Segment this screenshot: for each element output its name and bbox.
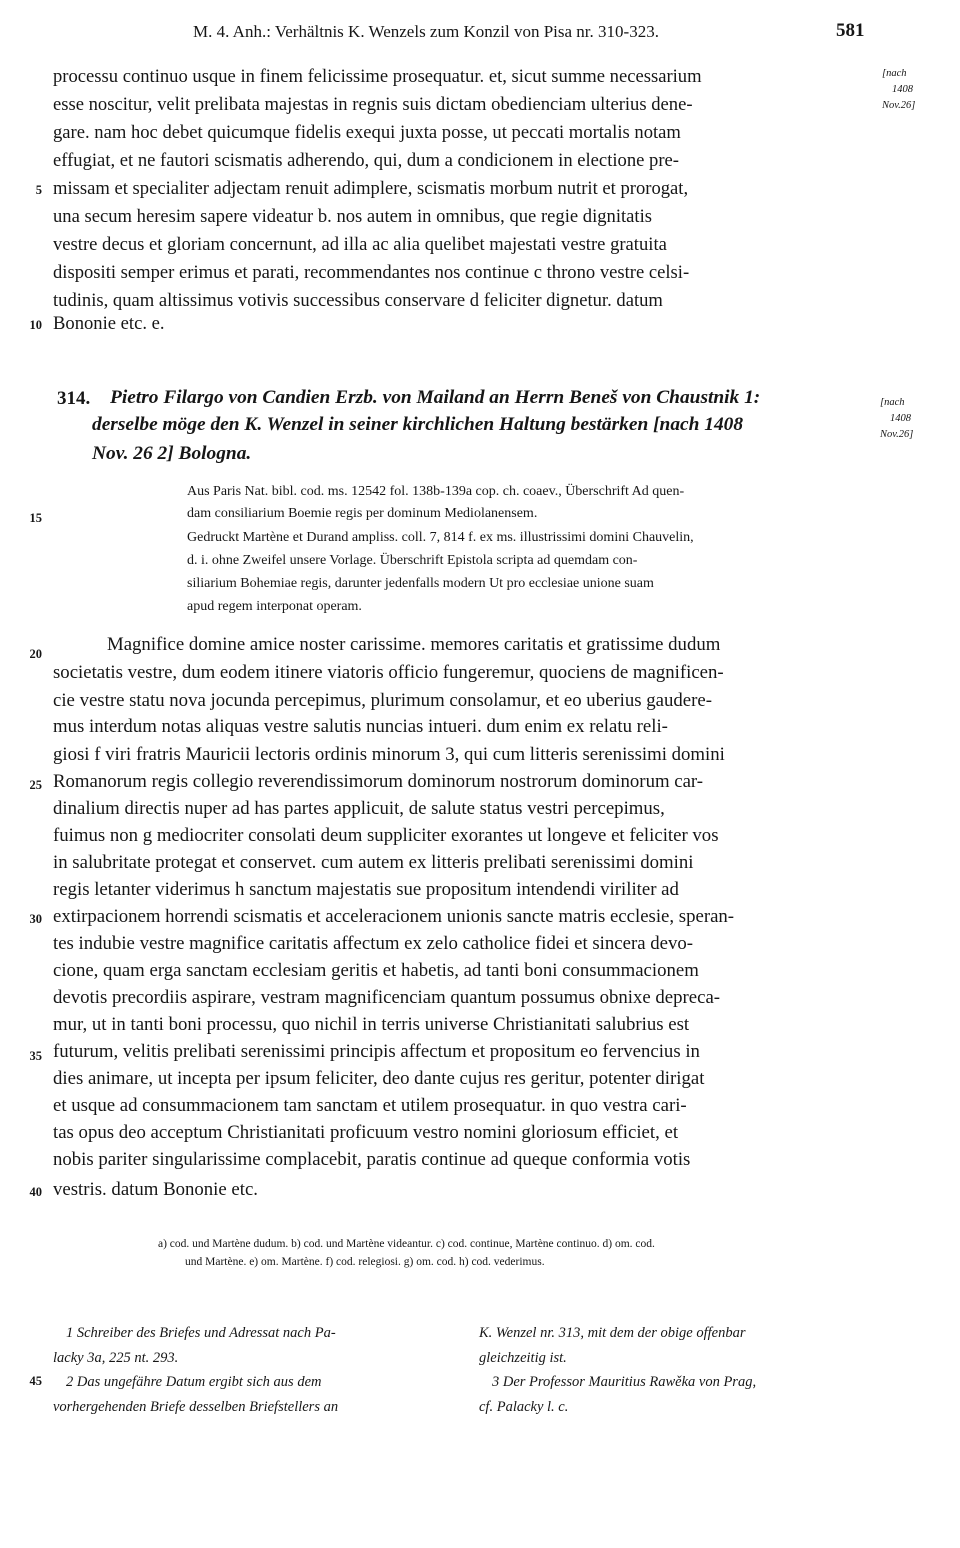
line-number: 5 — [35, 183, 42, 197]
text-line: missam et specialiter adjectam renuit adimplere, scismatis morbum nutrit et prorogat, — [53, 178, 689, 199]
document-title-line: Nov. 26 2] Bologna. — [92, 443, 252, 464]
source-line: siliarium Bohemiae regis, darunter jedenfalls modern Ut pro ecclesiae unione suam — [187, 576, 654, 591]
footnote-line: lacky 3a, 225 nt. 293. — [53, 1350, 179, 1366]
text-line: esse noscitur, velit prelibata majestas in regnis suis dictam obedienciam ulterius dene- — [53, 94, 693, 115]
source-line: apud regem interponat operam. — [187, 599, 362, 614]
source-line: Aus Paris Nat. bibl. cod. ms. 12542 fol. 138b-139a cop. ch. coaev., Überschrift Ad quen- — [187, 484, 685, 499]
letter-line: et usque ad consummacionem tam sanctam et utilem prosequatur. in quo vestra cari- — [53, 1095, 687, 1116]
footnote-line: 2 Das ungefähre Datum ergibt sich aus dem — [66, 1374, 322, 1390]
text-line: vestre decus et gloriam concernunt, ad illa ac alia quelibet majestati vestre gratuita — [53, 234, 667, 255]
line-number: 10 — [29, 318, 42, 332]
line-number: 30 — [29, 912, 42, 926]
letter-line: Magnifice domine amice noster carissime. memores caritatis et gratissime dudum — [107, 634, 721, 655]
letter-line: extirpacionem horrendi scismatis et acceleracionem unionis sancte matris ecclesie, speran- — [53, 906, 735, 927]
letter-line: nobis pariter singularissime complacebit, paratis continue ad queque conformia votis — [53, 1149, 691, 1170]
letter-line: societatis vestre, dum eodem itinere viatoris officio fungeremur, quociens de magnificen- — [53, 662, 724, 683]
margin-date-note-2: [nach 1408 Nov.26] — [880, 397, 914, 440]
source-line: d. i. ohne Zweifel unsere Vorlage. Überschrift Epistola scripta ad quemdam con- — [187, 553, 638, 568]
text-line: dispositi semper erimus et parati, recommendantes nos continue c throno vestre celsi- — [53, 262, 690, 283]
letter-line: fuimus non g mediocriter consolati deum suppliciter exorantes ut longeve et feliciter vos — [53, 825, 719, 846]
letter-line: Romanorum regis collegio reverendissimorum dominorum nostrorum dominorum car- — [53, 771, 704, 792]
line-number: 20 — [29, 647, 42, 661]
footnote-line: 1 Schreiber des Briefes und Adressat nach Pa- — [66, 1325, 336, 1341]
letter-line: tes indubie vestre magnifice caritatis affectum ex zelo catholice fidei et sincera devo- — [53, 933, 694, 954]
letter-line: devotis precordiis aspirare, vestram magnificenciam quantum possumus obnixe depreca- — [53, 987, 721, 1008]
footnote-line: vorhergehenden Briefe desselben Briefstellers an — [53, 1399, 339, 1415]
line-number: 15 — [29, 511, 42, 525]
letter-line: tas opus deo acceptum Christianitati proficuum vestro nomini gloriosum efficiet, et — [53, 1122, 679, 1143]
footnote-line: gleichzeitig ist. — [479, 1350, 567, 1366]
document-title-line: Pietro Filargo von Candien Erzb. von Mailand an Herrn Beneš von Chaustnik 1: — [110, 387, 761, 408]
letter-line: regis letanter viderimus h sanctum majestatis sue propositum intendendi viriliter ad — [53, 879, 679, 900]
text-line: una secum heresim sapere videatur b. nos autem in omnibus, que regie dignitatis — [53, 206, 652, 227]
page-number: 581 — [836, 20, 865, 41]
margin-date-note-1: [nach 1408 Nov.26] — [882, 68, 916, 111]
letter-line: dinalium directis nuper ad has partes applicuit, de salute status vestri percepimus, — [53, 798, 665, 819]
source-line: dam consiliarium Boemie regis per dominum Mediolanensem. — [187, 506, 538, 521]
text-line: processu continuo usque in finem felicissime prosequatur. et, sicut summe necessarium — [53, 66, 702, 87]
text-line: effugiat, et ne fautori scismatis adherendo, qui, dum a condicionem in electione pre- — [53, 150, 679, 171]
footnote-line: K. Wenzel nr. 313, mit dem der obige offenbar — [479, 1325, 746, 1341]
text-line: tudinis, quam altissimus votivis successibus conservare d feliciter dignetur. datum — [53, 290, 663, 311]
line-number: 25 — [29, 778, 42, 792]
letter-line: mur, ut in tanti boni processu, quo nichil in terris universe Christianitati salubrius est — [53, 1014, 690, 1035]
document-title-line: derselbe möge den K. Wenzel in seiner kirchlichen Haltung bestärken [nach 1408 — [92, 414, 744, 435]
letter-line: vestris. datum Bononie etc. — [53, 1179, 258, 1200]
variant-note-line: a) cod. und Martène dudum. b) cod. und Martène videantur. c) cod. continue, Martène continuo. d) om. cod. — [158, 1238, 655, 1250]
text-line: Bononie etc. e. — [53, 313, 165, 334]
letter-line: futurum, velitis prelibati serenissimi principis affectum et propositum eo fervencius in — [53, 1041, 700, 1062]
variant-note-line: und Martène. e) om. Martène. f) cod. relegiosi. g) om. cod. h) cod. vederimus. — [185, 1256, 545, 1268]
line-number: 40 — [29, 1185, 42, 1199]
letter-line: giosi f viri fratris Mauricii lectoris ordinis minorum 3, qui cum litteris serenissimi domini — [53, 744, 725, 765]
line-number: 35 — [29, 1049, 42, 1063]
running-title: M. 4. Anh.: Verhältnis K. Wenzels zum Konzil von Pisa nr. 310-323. — [193, 22, 659, 41]
text-line: gare. nam hoc debet quicumque fidelis exequi juxta posse, ut peccati mortalis notam — [53, 122, 681, 143]
footnote-line: 3 Der Professor Mauritius Rawěka von Prag, — [492, 1374, 757, 1390]
letter-line: dies animare, ut incepta per ipsum feliciter, deo dante cujus res geritur, potenter dirigat — [53, 1068, 705, 1089]
line-number: 45 — [29, 1374, 42, 1388]
letter-line: cione, quam erga sanctam ecclesiam geritis et habetis, ad tanti boni consummacionem — [53, 960, 699, 981]
document-number: 314. — [57, 388, 91, 409]
letter-line: cie vestre statu nova jocunda percepimus, plurimum consolamur, et eo uberius gaudere- — [53, 690, 712, 711]
footnote-line: cf. Palacky l. c. — [479, 1399, 569, 1415]
letter-line: in salubritate protegat et conservet. cum autem ex litteris prelibati serenissimi domini — [53, 852, 694, 873]
letter-line: mus interdum notas aliquas vestre salutis nuncias intueri. dum enim ex relatu reli- — [53, 716, 668, 737]
source-line: Gedruckt Martène et Durand ampliss. coll. 7, 814 f. ex ms. illustrissimi domini Chauvelin, — [187, 530, 694, 545]
